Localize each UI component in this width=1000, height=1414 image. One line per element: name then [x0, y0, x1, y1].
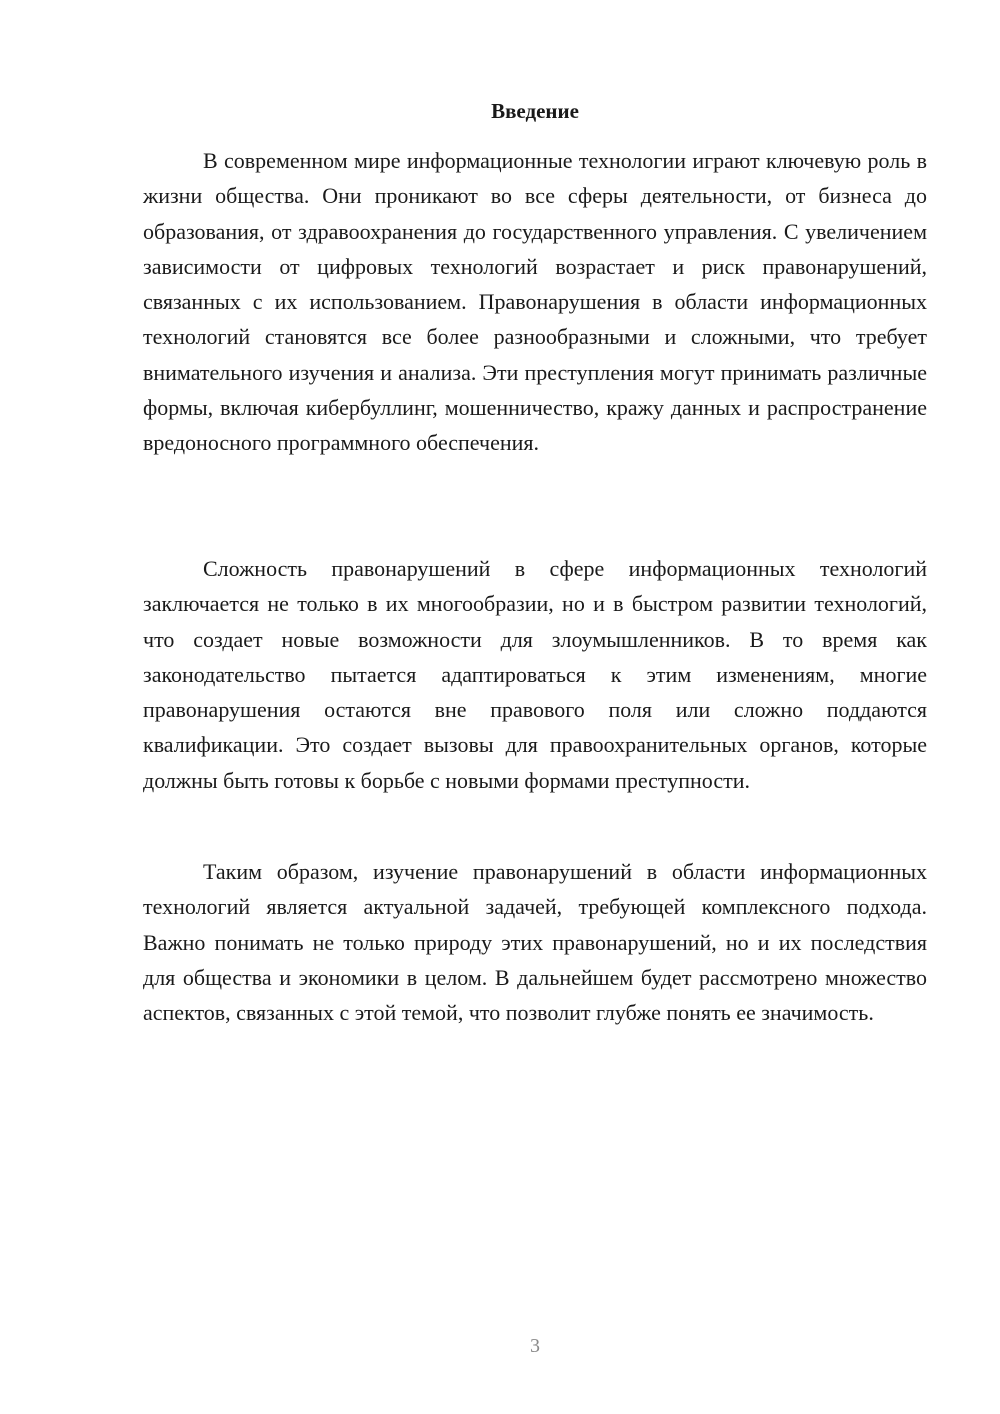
paragraph-complexity: Сложность правонарушений в сфере информационных технологий заключается не только в их многообразии, но и в быстром развитии технологий, что создает новые возможности для злоумышленников. В то время как законодательство пытается адаптироваться к этим изменениям, многие правонарушения остаются вне правового поля или сложно поддаются квалификации. Это создает вызовы для правоохранительных органов, которые должны быть готовы к борьбе с новыми формами преступности. — [143, 556, 927, 793]
page-number: 3 — [530, 1335, 540, 1357]
paragraph-conclusion: Таким образом, изучение правонарушений в области информационных технологий является актуальной задачей, требующей комплексного подхода. Важно понимать не только природу этих правонарушений, но и их последствия для общества и экономики в целом. В дальнейшем будет рассмотрено множество аспектов, связанных с этой темой, что позволит глубже понять ее значимость. — [143, 859, 927, 1026]
section-title: Введение — [491, 99, 579, 123]
paragraph-intro: В современном мире информационные технологии играют ключевую роль в жизни общества. Они проникают во все сферы деятельности, от бизнеса до образования, от здравоохранения до государственного управления. С увеличением зависимости от цифровых технологий возрастает и риск правонарушений, связанных с их использованием. Правонарушения в области информационных технологий становятся все более разнообразными и сложными, что требует внимательного изучения и анализа. Эти преступления могут принимать различные формы, включая кибербуллинг, мошенничество, кражу данных и распространение вредоносного программного обеспечения. — [143, 148, 927, 456]
